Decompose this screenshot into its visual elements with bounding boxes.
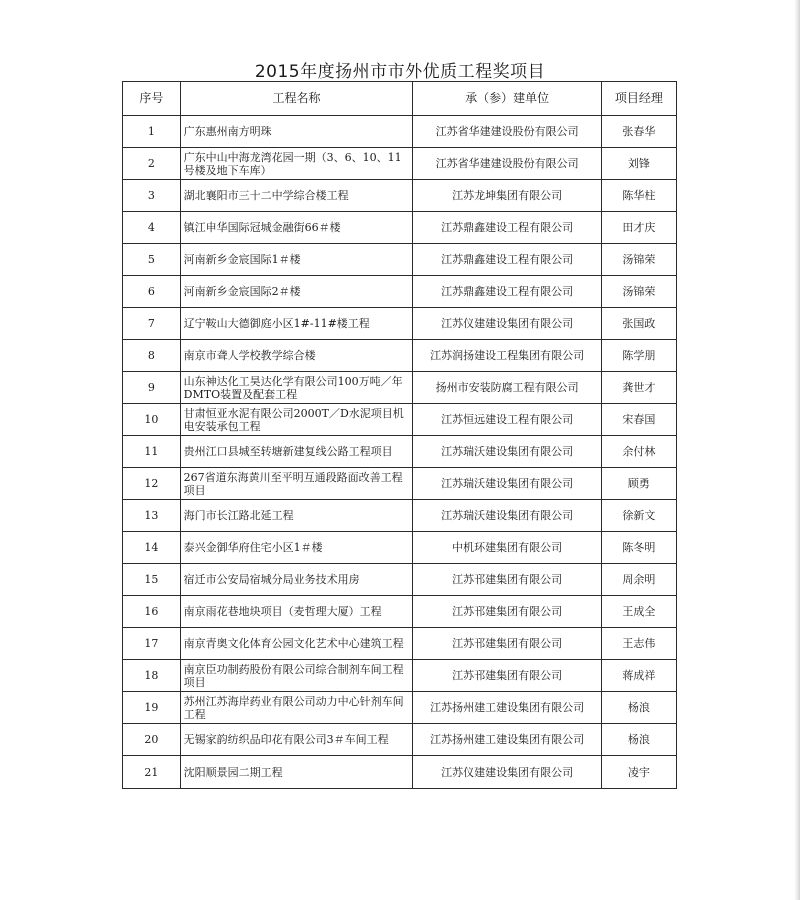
cell-contractor: 江苏瑞沃建设集团有限公司	[413, 500, 601, 532]
cell-project-name: 河南新乡金宸国际2＃楼	[180, 276, 413, 308]
table-row	[123, 660, 677, 692]
cell-manager: 顾勇	[601, 468, 676, 500]
cell-index: 19	[123, 692, 181, 724]
cell-contractor: 江苏恒远建设工程有限公司	[413, 404, 601, 436]
cell-project-name: 山东神达化工昊达化学有限公司100万吨／年DMTO装置及配套工程	[180, 372, 413, 404]
cell-contractor: 扬州市安装防腐工程有限公司	[413, 372, 601, 404]
table-row	[123, 724, 677, 756]
cell-index: 7	[123, 308, 181, 340]
cell-contractor: 江苏鼎鑫建设工程有限公司	[413, 276, 601, 308]
cell-index: 6	[123, 276, 181, 308]
table-row	[123, 180, 677, 212]
table-row	[123, 372, 677, 404]
cell-index: 2	[123, 148, 181, 180]
cell-index: 3	[123, 180, 181, 212]
cell-manager: 凌宇	[601, 756, 676, 789]
cell-index: 16	[123, 596, 181, 628]
cell-project-name: 267省道东海黄川至平明互通段路面改善工程项目	[180, 468, 413, 500]
table-header-row	[123, 82, 677, 116]
cell-contractor: 江苏龙坤集团有限公司	[413, 180, 601, 212]
cell-contractor: 江苏润扬建设工程集团有限公司	[413, 340, 601, 372]
cell-project-name: 河南新乡金宸国际1＃楼	[180, 244, 413, 276]
header-contractor: 承（参）建单位	[413, 82, 601, 116]
cell-manager: 周余明	[601, 564, 676, 596]
cell-project-name: 海门市长江路北延工程	[180, 500, 413, 532]
table-row	[123, 308, 677, 340]
table-row	[123, 404, 677, 436]
cell-index: 11	[123, 436, 181, 468]
cell-manager: 汤锦荣	[601, 276, 676, 308]
cell-index: 17	[123, 628, 181, 660]
project-table	[122, 81, 677, 789]
cell-contractor: 江苏瑞沃建设集团有限公司	[413, 468, 601, 500]
cell-index: 15	[123, 564, 181, 596]
cell-contractor: 江苏邗建集团有限公司	[413, 628, 601, 660]
table-row	[123, 436, 677, 468]
cell-manager: 张国政	[601, 308, 676, 340]
cell-project-name: 甘肃恒亚水泥有限公司2000T／D水泥项目机电安装承包工程	[180, 404, 413, 436]
cell-project-name: 宿迁市公安局宿城分局业务技术用房	[180, 564, 413, 596]
cell-contractor: 江苏瑞沃建设集团有限公司	[413, 436, 601, 468]
cell-manager: 陈华柱	[601, 180, 676, 212]
cell-manager: 张春华	[601, 116, 676, 148]
table-row	[123, 244, 677, 276]
cell-project-name: 贵州江口县城至转塘新建复线公路工程项目	[180, 436, 413, 468]
table-row	[123, 596, 677, 628]
cell-contractor: 江苏邗建集团有限公司	[413, 596, 601, 628]
table-row	[123, 692, 677, 724]
cell-project-name: 苏州江苏海岸药业有限公司动力中心针剂车间工程	[180, 692, 413, 724]
cell-contractor: 江苏鼎鑫建设工程有限公司	[413, 244, 601, 276]
cell-contractor: 江苏扬州建工建设集团有限公司	[413, 724, 601, 756]
table-row	[123, 500, 677, 532]
cell-contractor: 中机环建集团有限公司	[413, 532, 601, 564]
table-row	[123, 116, 677, 148]
table-row	[123, 564, 677, 596]
cell-manager: 王志伟	[601, 628, 676, 660]
cell-project-name: 湖北襄阳市三十二中学综合楼工程	[180, 180, 413, 212]
table-row	[123, 276, 677, 308]
page-title: 2015年度扬州市市外优质工程奖项目	[254, 62, 546, 82]
cell-project-name: 南京青奥文化体育公园文化艺术中心建筑工程	[180, 628, 413, 660]
cell-index: 10	[123, 404, 181, 436]
cell-project-name: 沈阳顺景园二期工程	[180, 756, 413, 789]
cell-project-name: 广东中山中海龙湾花园一期（3、6、10、11号楼及地下车库）	[180, 148, 413, 180]
header-index: 序号	[123, 82, 181, 116]
cell-manager: 陈学朋	[601, 340, 676, 372]
cell-manager: 宋春国	[601, 404, 676, 436]
table-row	[123, 468, 677, 500]
cell-project-name: 泰兴金御华府住宅小区1＃楼	[180, 532, 413, 564]
table-row	[123, 532, 677, 564]
cell-project-name: 无锡家韵纺织品印花有限公司3＃车间工程	[180, 724, 413, 756]
cell-index: 18	[123, 660, 181, 692]
table-row	[123, 148, 677, 180]
cell-contractor: 江苏仪建建设集团有限公司	[413, 756, 601, 789]
cell-project-name: 南京市聋人学校教学综合楼	[180, 340, 413, 372]
header-manager: 项目经理	[601, 82, 676, 116]
cell-index: 21	[123, 756, 181, 789]
cell-contractor: 江苏邗建集团有限公司	[413, 564, 601, 596]
cell-manager: 汤锦荣	[601, 244, 676, 276]
cell-manager: 余付林	[601, 436, 676, 468]
cell-manager: 蒋成祥	[601, 660, 676, 692]
cell-project-name: 南京臣功制药股份有限公司综合制剂车间工程项目	[180, 660, 413, 692]
cell-project-name: 镇江申华国际冠城金融街66＃楼	[180, 212, 413, 244]
cell-index: 14	[123, 532, 181, 564]
cell-manager: 王成全	[601, 596, 676, 628]
cell-project-name: 广东惠州南方明珠	[180, 116, 413, 148]
cell-manager: 杨浪	[601, 692, 676, 724]
cell-contractor: 江苏鼎鑫建设工程有限公司	[413, 212, 601, 244]
cell-contractor: 江苏仪建建设集团有限公司	[413, 308, 601, 340]
cell-index: 13	[123, 500, 181, 532]
cell-manager: 龚世才	[601, 372, 676, 404]
cell-contractor: 江苏省华建建设股份有限公司	[413, 116, 601, 148]
cell-project-name: 南京雨花巷地块项目（麦哲理大厦）工程	[180, 596, 413, 628]
table-row	[123, 212, 677, 244]
cell-manager: 陈冬明	[601, 532, 676, 564]
cell-contractor: 江苏省华建建设股份有限公司	[413, 148, 601, 180]
cell-manager: 杨浪	[601, 724, 676, 756]
cell-index: 8	[123, 340, 181, 372]
cell-manager: 徐新文	[601, 500, 676, 532]
cell-contractor: 江苏扬州建工建设集团有限公司	[413, 692, 601, 724]
header-project-name: 工程名称	[180, 82, 413, 116]
table-row	[123, 628, 677, 660]
cell-index: 9	[123, 372, 181, 404]
table-row	[123, 340, 677, 372]
scan-edge-shadow	[794, 0, 800, 900]
cell-manager: 田才庆	[601, 212, 676, 244]
cell-index: 20	[123, 724, 181, 756]
cell-manager: 刘锋	[601, 148, 676, 180]
table-row	[123, 756, 677, 789]
cell-contractor: 江苏邗建集团有限公司	[413, 660, 601, 692]
cell-index: 4	[123, 212, 181, 244]
cell-project-name: 辽宁鞍山大德御庭小区1#-11#楼工程	[180, 308, 413, 340]
cell-index: 1	[123, 116, 181, 148]
cell-index: 12	[123, 468, 181, 500]
cell-index: 5	[123, 244, 181, 276]
